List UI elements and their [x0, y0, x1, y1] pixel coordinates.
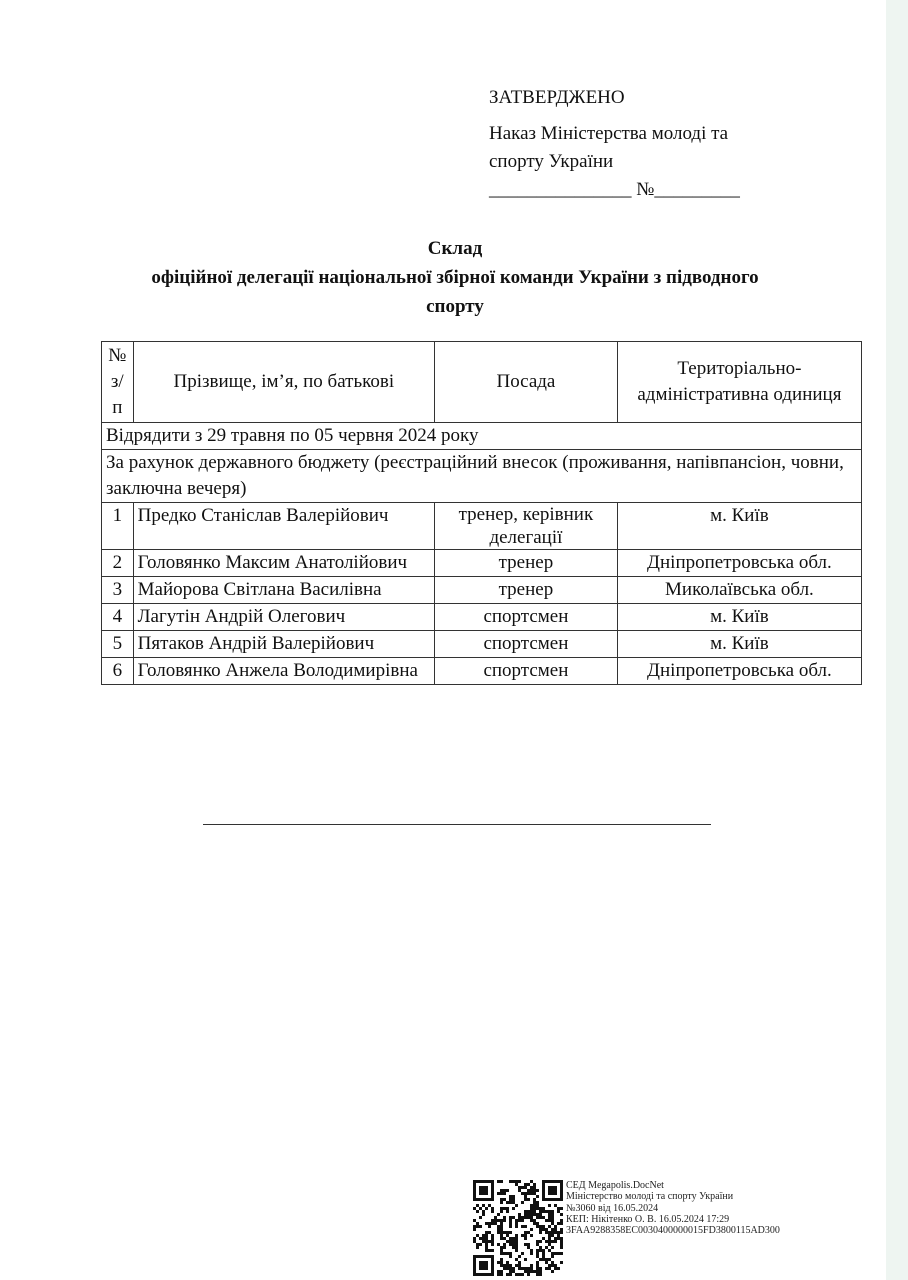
row-name: Предко Станіслав Валерійович — [133, 503, 434, 550]
stamp-line2: Міністерство молоді та спорту України — [566, 1191, 734, 1203]
dates-cell: Відрядити з 29 травня по 05 червня 2024 року — [102, 423, 862, 450]
document-title — [90, 234, 820, 321]
row-position: тренер, керівник делегації — [435, 503, 618, 550]
row-name: Головянко Анжела Володимирівна — [133, 658, 434, 685]
row-num: 2 — [102, 550, 134, 577]
row-num: 5 — [102, 631, 134, 658]
row-region: м. Київ — [617, 503, 861, 550]
title-line2: офіційної делегації національної збірної команди України з підводного — [151, 267, 759, 288]
table-row — [102, 604, 862, 631]
budget-row — [102, 450, 862, 503]
row-region: Дніпропетровська обл. — [617, 550, 861, 577]
row-num: 3 — [102, 577, 134, 604]
approval-status: ЗАТВЕРДЖЕНО — [489, 87, 625, 108]
stamp-line3: №3060 від 16.05.2024 — [566, 1202, 659, 1214]
stamp-line1: СЕД Megapolis.DocNet — [566, 1180, 664, 1191]
approval-number-line: _______________ №_________ — [489, 179, 740, 200]
stamp-line4: КЕП: Нікітенко О. В. 16.05.2024 17:29 — [566, 1213, 730, 1225]
row-name: Головянко Максим Анатолійович — [133, 550, 434, 577]
dates-row — [102, 423, 862, 450]
row-num: 6 — [102, 658, 134, 685]
table-row — [102, 658, 862, 685]
table-row — [102, 503, 862, 550]
header-region: Територіально-адміністративна одиниця — [617, 342, 861, 423]
table-row — [102, 577, 862, 604]
qr-code-icon — [473, 1180, 563, 1276]
row-name: Майорова Світлана Василівна — [133, 577, 434, 604]
signature-line — [203, 824, 711, 825]
approval-order-line1: Наказ Міністерства молоді та — [489, 123, 729, 144]
stamp-line5: 3FAA9288358EC0030400000015FD3800115AD300 — [566, 1225, 780, 1237]
header-position: Посада — [435, 342, 618, 423]
row-region: м. Київ — [617, 604, 861, 631]
title-line1: Склад — [427, 238, 483, 259]
table-row — [102, 550, 862, 577]
approval-block — [489, 84, 740, 204]
row-num: 4 — [102, 604, 134, 631]
title-line3: спорту — [426, 296, 484, 317]
approval-order-line2: спорту України — [489, 151, 614, 172]
row-position: спортсмен — [435, 658, 618, 685]
budget-cell: За рахунок державного бюджету (реєстраційний внесок (проживання, напівпансіон, човни, заключна вечеря) — [102, 450, 862, 503]
row-position: тренер — [435, 577, 618, 604]
row-region: м. Київ — [617, 631, 861, 658]
header-num: № з/п — [102, 342, 134, 423]
header-name: Прізвище, ім’я, по батькові — [133, 342, 434, 423]
row-position: спортсмен — [435, 604, 618, 631]
row-region: Дніпропетровська обл. — [617, 658, 861, 685]
table-header-row — [102, 342, 862, 423]
e-signature-stamp — [566, 1180, 780, 1236]
row-position: спортсмен — [435, 631, 618, 658]
table-row — [102, 631, 862, 658]
row-name: Пятаков Андрій Валерійович — [133, 631, 434, 658]
row-position: тренер — [435, 550, 618, 577]
delegation-table — [101, 341, 862, 685]
row-num: 1 — [102, 503, 134, 550]
page-edge-strip — [886, 0, 908, 1280]
row-region: Миколаївська обл. — [617, 577, 861, 604]
row-name: Лагутін Андрій Олегович — [133, 604, 434, 631]
